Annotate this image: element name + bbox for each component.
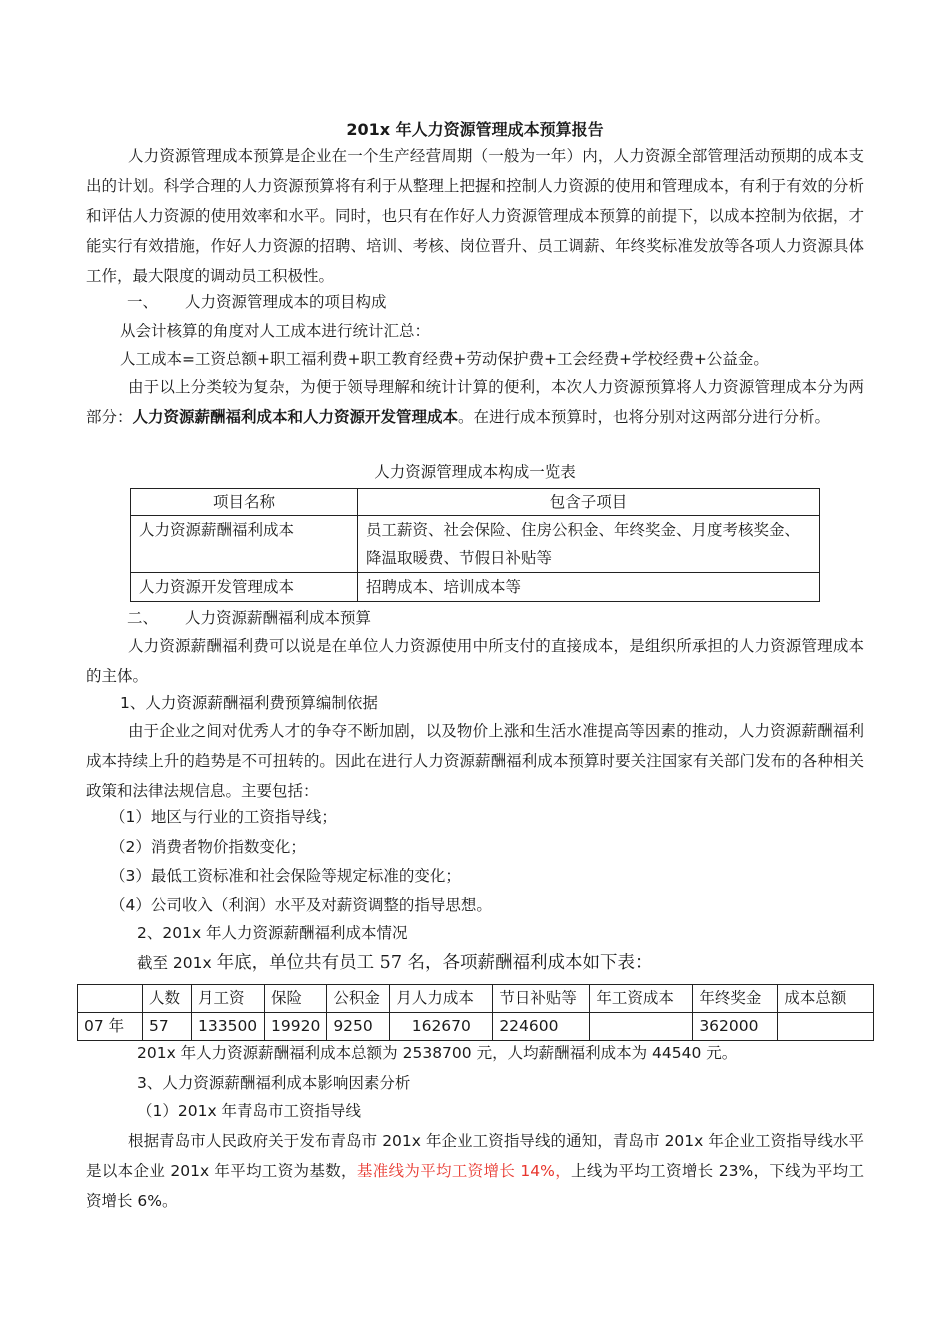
cost-header-cell: 月工资 <box>192 985 265 1013</box>
subsection-2-3-heading: 3、人力资源薪酬福利成本影响因素分析 <box>137 1074 411 1092</box>
table-cell: 招聘成本、培训成本等 <box>358 573 820 602</box>
cost-cell: 162670 <box>390 1013 493 1041</box>
section1-p1: 从会计核算的角度对人工成本进行统计汇总： <box>120 322 431 340</box>
cost-header-cell <box>78 985 143 1013</box>
cost-total-line: 201x 年人力资源薪酬福利成本总额为 2538700 元，人均薪酬福利成本为 44540 元。 <box>137 1044 738 1062</box>
cost-cell: 57 <box>143 1013 192 1041</box>
cost-header-cell: 公积金 <box>327 985 390 1013</box>
composition-table-caption: 人力资源管理成本构成一览表 <box>374 463 576 481</box>
staff-summary-prefix: 截至 201x <box>137 954 217 972</box>
composition-table <box>130 488 820 602</box>
cost-cell <box>778 1013 874 1041</box>
cost-header-cell: 人数 <box>143 985 192 1013</box>
list-item: （4）公司收入（利润）水平及对薪资调整的指导思想。 <box>110 896 492 914</box>
staff-summary-rest: 年底，单位共有员工 57 名，各项薪酬福利成本如下表： <box>216 953 653 973</box>
section1-formula: 人工成本=工资总额+职工福利费+职工教育经费+劳动保护费+工会经费+学校经费+公益金。 <box>120 350 769 368</box>
section1-p3-text-b: 。在进行成本预算时，也将分别对这两部分进行分析。 <box>458 408 831 426</box>
section2-p2: 由于企业之间对优秀人才的争夺不断加剧，以及物价上涨和生活水准提高等因素的推动，人力资源薪酬福利成本持续上升的趋势是不可扭转的。因此在进行人力资源薪酬福利成本预算时要关注国家有关部门发布的各种相关政策和法律法规信息。主要包括： <box>86 722 864 800</box>
document-title: 201x 年人力资源管理成本预算报告 <box>346 120 604 139</box>
cost-header-cell: 月人力成本 <box>390 985 493 1013</box>
section1-title: 人力资源管理成本的项目构成 <box>185 293 387 311</box>
list-item: （2）消费者物价指数变化； <box>110 838 306 856</box>
subsection-2-3-1-heading: （1）201x 年青岛市工资指导线 <box>137 1102 362 1120</box>
wage-guideline-text-b: 上线为平均工资增长 23%，下线为平均工资增长 6%。 <box>86 1162 864 1210</box>
table-header-cell: 项目名称 <box>131 489 358 516</box>
cost-table <box>77 984 874 1041</box>
cost-table-row <box>78 1013 874 1041</box>
section1-p3 <box>86 372 864 432</box>
section2-heading <box>127 606 371 628</box>
table-cell: 员工薪资、社会保险、住房公积金、年终奖金、月度考核奖金、降温取暖费、节假日补贴等 <box>358 516 820 573</box>
cost-cell <box>590 1013 693 1041</box>
section1-p3-bold: 人力资源薪酬福利成本和人力资源开发管理成本 <box>132 408 459 426</box>
staff-summary-line <box>137 952 653 974</box>
cost-cell: 07 年 <box>78 1013 143 1041</box>
cost-cell: 19920 <box>265 1013 327 1041</box>
wage-guideline-highlight: 基准线为平均工资增长 14%， <box>356 1162 572 1180</box>
list-item: （3）最低工资标准和社会保险等规定标准的变化； <box>110 867 461 885</box>
list-item: （1）地区与行业的工资指导线； <box>110 808 337 826</box>
cost-cell: 224600 <box>493 1013 590 1041</box>
table-header-cell: 包含子项目 <box>358 489 820 516</box>
cost-header-cell: 节日补贴等 <box>493 985 590 1013</box>
table-header-row <box>131 489 820 516</box>
cost-cell: 362000 <box>693 1013 778 1041</box>
cost-table-header-row <box>78 985 874 1013</box>
cost-cell: 133500 <box>192 1013 265 1041</box>
cost-header-cell: 成本总额 <box>778 985 874 1013</box>
table-cell: 人力资源开发管理成本 <box>131 573 358 602</box>
intro-paragraph: 人力资源管理成本预算是企业在一个生产经营周期（一般为一年）内，人力资源全部管理活动预期的成本支出的计划。科学合理的人力资源预算将有利于从整理上把握和控制人力资源的使用和管理成本，有利于有效的分析和评估人力资源的使用效率和水平。同时，也只有在作好人力资源管理成本预算的前提下，以成本控制为依据，才能实行有效措施，作好人力资源的招聘、培训、考核、岗位晋升、员工调薪、年终奖标准发放等各项人力资源具体工作，最大限度的调动员工积极性。 <box>86 147 864 285</box>
wage-guideline-paragraph <box>86 1126 864 1216</box>
table-cell: 人力资源薪酬福利成本 <box>131 516 358 573</box>
section2-number: 二、 <box>127 609 159 627</box>
subsection-2-1-heading: 1、人力资源薪酬福利费预算编制依据 <box>120 694 378 712</box>
section2-p1: 人力资源薪酬福利费可以说是在单位人力资源使用中所支付的直接成本，是组织所承担的人力资源管理成本的主体。 <box>86 637 864 685</box>
cost-header-cell: 年终奖金 <box>693 985 778 1013</box>
section2-title: 人力资源薪酬福利成本预算 <box>185 609 372 627</box>
wage-guideline-text-a: 根据青岛市人民政府关于发布青岛市 201x 年企业工资指导线的通知，青岛市 201x 年企业工资指导线水平是以本企业 201x 年平均工资为基数， <box>86 1132 864 1180</box>
table-row <box>131 516 820 573</box>
section1-p3-text-a: 由于以上分类较为复杂，为便于领导理解和统计计算的便利，本次人力资源预算将人力资源管理成本分为两部分： <box>86 378 864 426</box>
cost-header-cell: 保险 <box>265 985 327 1013</box>
table-row <box>131 573 820 602</box>
cost-cell: 9250 <box>327 1013 390 1041</box>
section1-number: 一、 <box>127 293 159 311</box>
cost-header-cell: 年工资成本 <box>590 985 693 1013</box>
section1-heading <box>127 290 387 312</box>
subsection-2-2-heading: 2、201x 年人力资源薪酬福利成本情况 <box>137 924 408 942</box>
